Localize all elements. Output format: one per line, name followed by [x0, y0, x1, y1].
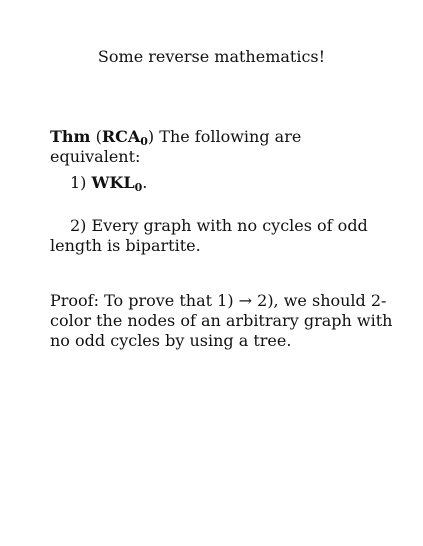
theorem-system [102, 127, 148, 146]
list-item-1 [50, 173, 396, 193]
item-2-number: 2) [70, 216, 87, 235]
item-1-bold [92, 173, 143, 192]
theorem-close-paren: ) [147, 127, 155, 146]
item-1-name: WKL [91, 173, 135, 192]
theorem-statement [50, 127, 396, 167]
theorem-system-subscript: 0 [140, 135, 148, 148]
item-1-subscript: 0 [134, 181, 143, 194]
proof-paragraph: Proof: To prove that 1) → 2), we should 2-color the nodes of an arbitrary graph with no odd cycles by using a tree. [50, 291, 393, 350]
item-1-end: . [142, 173, 148, 192]
theorem-open-paren: ( [95, 127, 102, 146]
theorem-system-name: RCA [101, 127, 141, 146]
slide-title: Some reverse mathematics! [97, 47, 326, 66]
theorem-text: The following are equivalent: [50, 127, 302, 166]
item-1-number: 1) [70, 173, 87, 192]
list-item-2 [50, 216, 396, 256]
theorem-label: Thm [50, 127, 91, 146]
item-2-text: Every graph with no cycles of odd length is bipartite. [50, 216, 368, 255]
